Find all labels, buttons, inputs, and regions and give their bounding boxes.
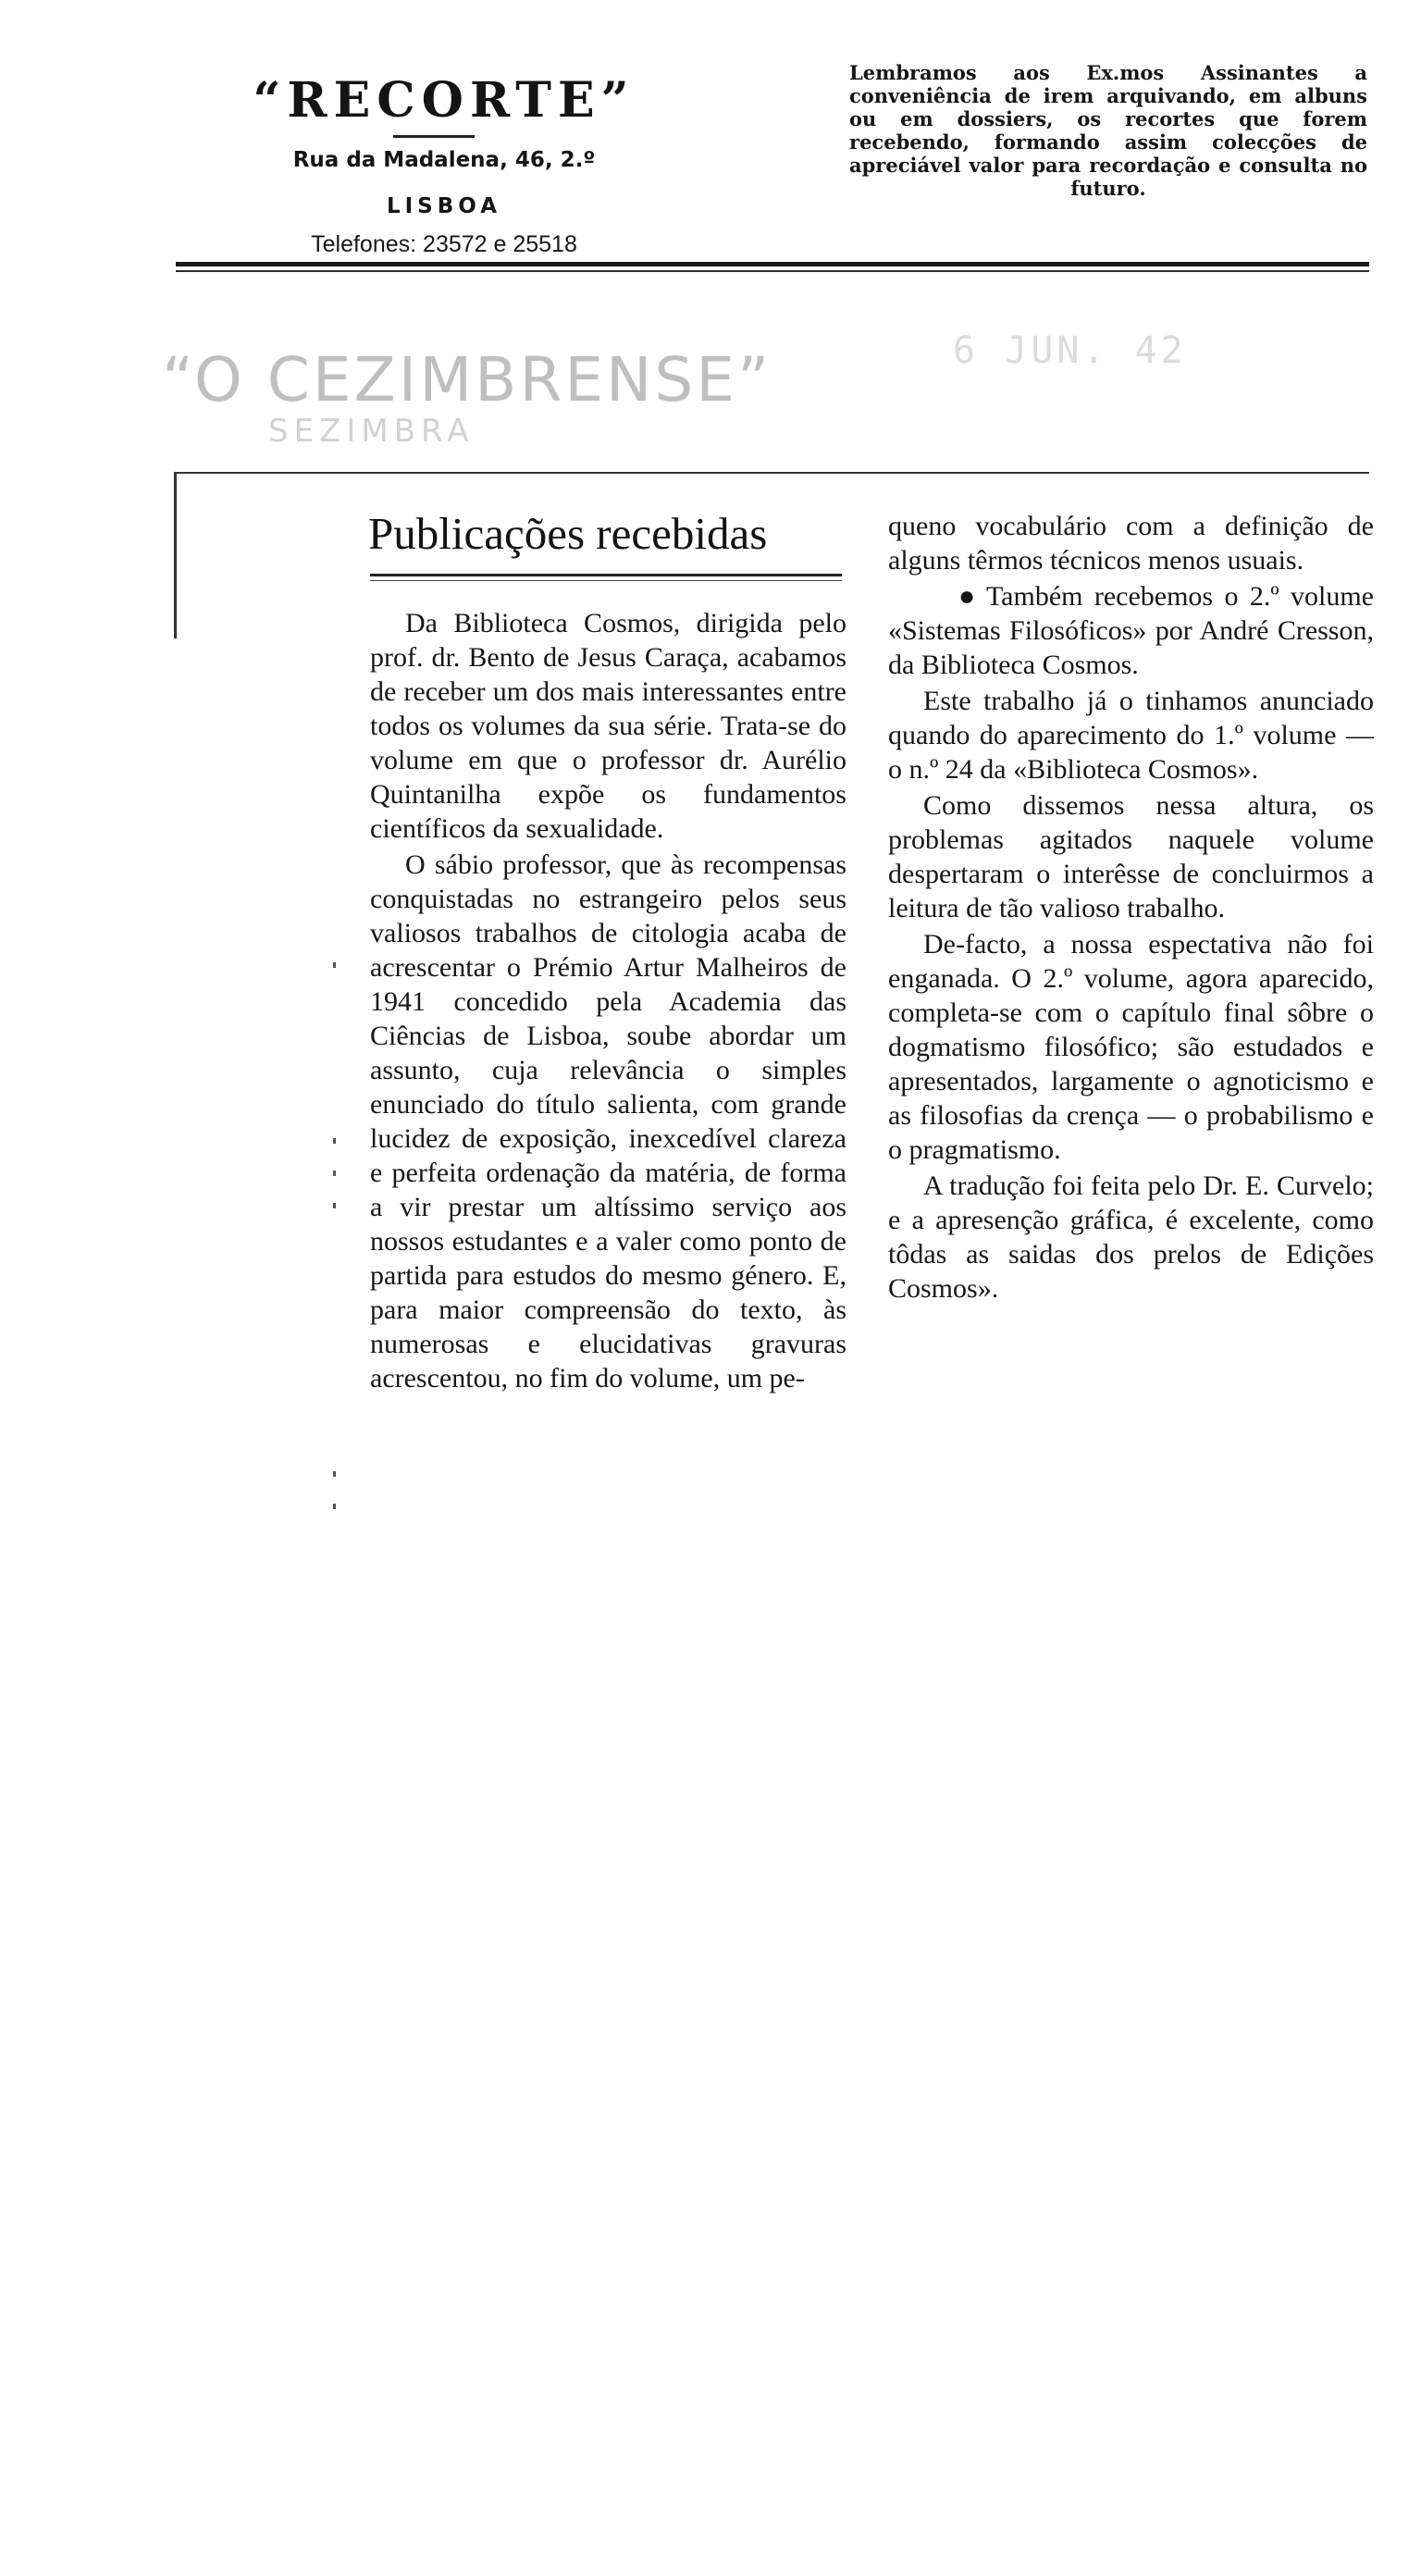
article-column-right (888, 509, 1374, 1307)
paragraph: Este trabalho já o tinhamos anunciado quando do aparecimento do 1.º volume — o n.º 24 da «Biblioteca Cosmos». (888, 686, 1374, 785)
source-stamp-city: SEZIMBRA (268, 413, 475, 450)
agency-city: LISBOA (386, 194, 502, 218)
paragraph: Como dissemos nessa altura, os problemas agitados naquele volume despertaram o interêsse de concluirmos a leitura de tão valioso trabalho. (888, 790, 1374, 923)
agency-phones: Telefones: 23572 e 25518 (311, 231, 577, 257)
margin-speck (333, 1471, 336, 1477)
paragraph (888, 579, 1374, 682)
margin-speck (333, 1203, 336, 1208)
paragraph: A tradução foi feita pelo Dr. E. Curvelo; e a apresenção gráfica, é excelente, como tôdas as saidas dos prelos de Edições Cosmos». (888, 1170, 1374, 1304)
clipping-edge-top (174, 472, 1369, 474)
paragraph: De-facto, a nossa espectativa não foi enganada. O 2.º volume, agora aparecido, completa-se com o capítulo final sôbre o dogmatismo filosófico; são estudados e apresentados, largamente o agnoticismo e as filosofias da crença — o probabilismo e o pragmatismo. (888, 929, 1374, 1165)
bullet-icon: ● (958, 581, 976, 612)
agency-brand: “RECORTE” (253, 72, 636, 129)
article-column-left (370, 606, 846, 1397)
title-rule (370, 574, 842, 576)
brand-underline (393, 135, 475, 138)
source-stamp-newspaper: “O CEZIMBRENSE” (162, 344, 772, 415)
clipping-edge-left (174, 472, 177, 638)
margin-speck (333, 1138, 336, 1144)
margin-speck (333, 1504, 336, 1509)
margin-speck (333, 962, 336, 968)
header-rule-thin (176, 270, 1369, 272)
article-title: Publicações recebidas (368, 508, 768, 559)
margin-speck (333, 1170, 336, 1176)
paragraph: O sábio professor, que às recompensas conquistadas no estrangeiro pelos seus valiosos trabalhos de citologia acaba de acrescentar o Prémio Artur Malheiros de 1941 concedido pela Academia das Ciências de Lisboa, soube abordar um assunto, cuja relevância o simples enunciado do título salienta, com grande lucidez de exposição, inexcedível clareza e perfeita ordenação da matéria, de forma a vir prestar um altíssimo serviço aos nossos estudantes e a valer como ponto de partida para estudos do mesmo género. E, para maior compreensão do texto, às numerosas e elucidativas gravuras acrescentou, no fim do volume, um pe- (370, 849, 846, 1393)
paragraph: Da Biblioteca Cosmos, dirigida pelo prof. dr. Bento de Jesus Caraça, acabamos de receber um dos mais interessantes entre todos os volumes da sua série. Trata-se do volume em que o professor dr. Aurélio Quintanilha expõe os fundamentos científicos da sexualidade. (370, 608, 846, 844)
header-rule-thick (176, 262, 1369, 266)
subscriber-notice: Lembramos aos Ex.mos Assinantes a conveniência de irem arquivando, em albuns ou em dossiers, os recortes que forem recebendo, formando assim colecções de apreciável valor para recordação e consulta no futuro. (849, 61, 1367, 200)
paragraph: queno vocabulário com a definição de alguns têrmos técnicos menos usuais. (888, 511, 1374, 576)
title-rule-thin (370, 580, 842, 581)
date-stamp: 6 JUN. 42 (953, 329, 1187, 372)
paragraph-text: Também recebemos o 2.º volume «Sistemas Filosóficos» por André Cresson, da Biblioteca Cosmos. (888, 581, 1374, 680)
agency-address: Rua da Madalena, 46, 2.º (292, 148, 596, 172)
